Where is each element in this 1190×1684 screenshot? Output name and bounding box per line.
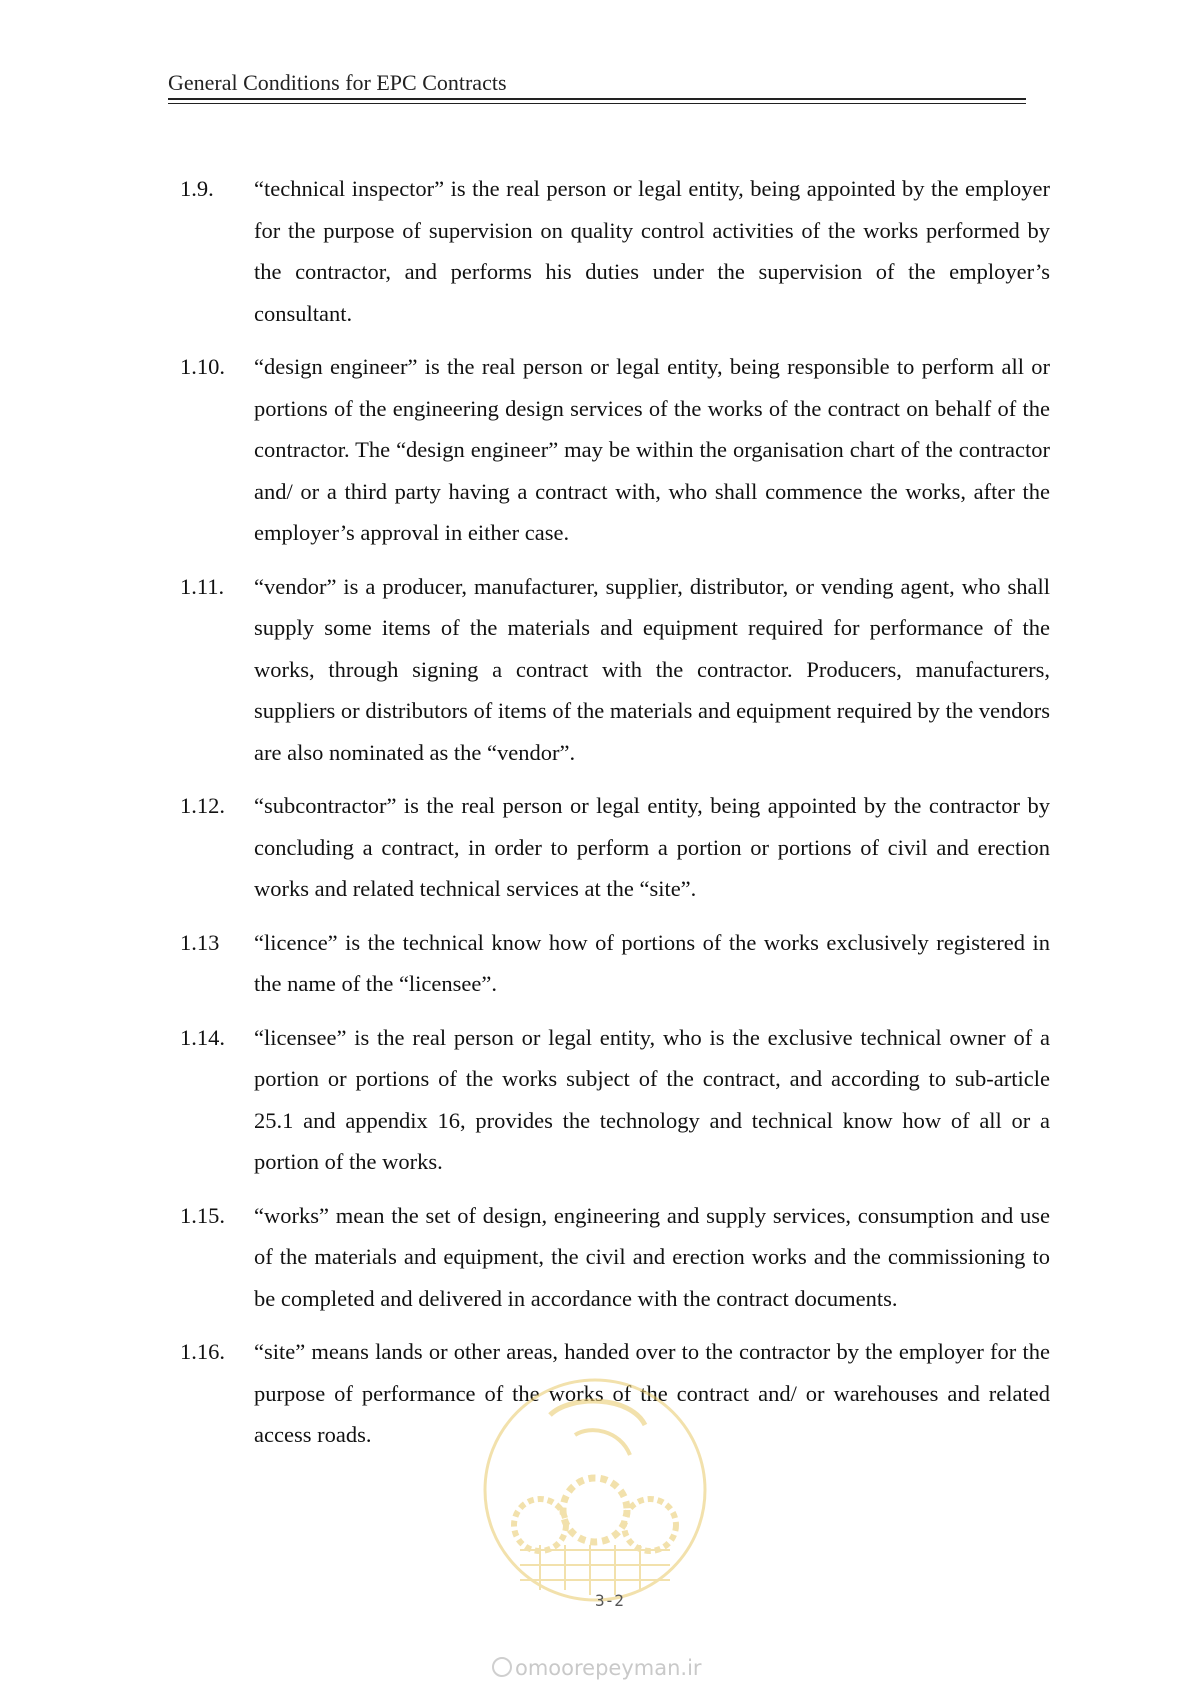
- clause-1-15: [180, 1195, 1050, 1320]
- header-rule-thin: [168, 103, 1026, 104]
- clause-list: [180, 168, 1050, 1468]
- clause-text: “design engineer” is the real person or legal entity, being responsible to perform all or portions of the engineering design services of the works of the contract on behalf of the contractor. The “design engineer” may be within the organisation chart of the contractor and/ or a third party having a contract with, who shall commence the works, after the employer’s approval in either case.: [254, 354, 1050, 545]
- clause-1-13: [180, 922, 1050, 1005]
- watermark-text: omoorepeyman.ir: [515, 1656, 702, 1680]
- page-number: 3-2: [595, 1591, 624, 1610]
- clause-number: 1.11.: [180, 573, 225, 599]
- clause-text: “licence” is the technical know how of portions of the works exclusively registered in the name of the “licensee”.: [254, 929, 1050, 996]
- clause-1-14: [180, 1017, 1050, 1183]
- clause-number: 1.16.: [180, 1339, 225, 1364]
- clause-number: 1.14.: [180, 1024, 225, 1050]
- header-rule-thick: [168, 98, 1026, 100]
- clause-number: 1.10.: [180, 354, 225, 379]
- clause-text: “technical inspector” is the real person or legal entity, being appointed by the employer for the purpose of supervision on quality control activities of the works performed by the contractor, and performs his duties under the supervision of the employer’s consultant.: [254, 176, 1050, 326]
- clause-number: 1.13: [180, 929, 220, 955]
- document-header-title: General Conditions for EPC Contracts: [168, 70, 507, 95]
- clause-number: 1.9.: [180, 176, 214, 201]
- clause-1-11: [180, 566, 1050, 774]
- seal-watermark-logo: [480, 1375, 710, 1605]
- clause-text: “subcontractor” is the real person or legal entity, being appointed by the contractor by concluding a contract, in order to perform a portion or portions of civil and erection works and related technical services at the “site”.: [254, 793, 1050, 901]
- clause-text: “site” means lands or other areas, handed over to the contractor by the employer for the purpose of performance of the works of the contract and/ or warehouses and related access roads.: [254, 1339, 1050, 1447]
- site-watermark: [492, 1656, 702, 1680]
- clause-1-9: [180, 168, 1050, 334]
- clause-number: 1.12.: [180, 793, 225, 818]
- clause-1-10: [180, 346, 1050, 554]
- clause-text: “licensee” is the real person or legal entity, who is the exclusive technical owner of a portion or portions of the works subject of the contract, and according to sub-article 25.1 and appendix 16, provides the technology and technical know how of all or a portion of the works.: [254, 1024, 1050, 1174]
- clause-text: “works” mean the set of design, engineering and supply services, consumption and use of the materials and equipment, the civil and erection works and the commissioning to be completed and delivered in accordance with the contract documents.: [254, 1202, 1050, 1311]
- clause-1-12: [180, 785, 1050, 910]
- clause-number: 1.15.: [180, 1202, 225, 1228]
- clause-text: “vendor” is a producer, manufacturer, supplier, distributor, or vending agent, who shall supply some items of the materials and equipment required for performance of the works, through signing a contract with the contractor. Producers, manufacturers, suppliers or distributors of items of the materials and equipment required by the vendors are also nominated as the “vendor”.: [254, 573, 1050, 765]
- globe-icon: [492, 1657, 512, 1677]
